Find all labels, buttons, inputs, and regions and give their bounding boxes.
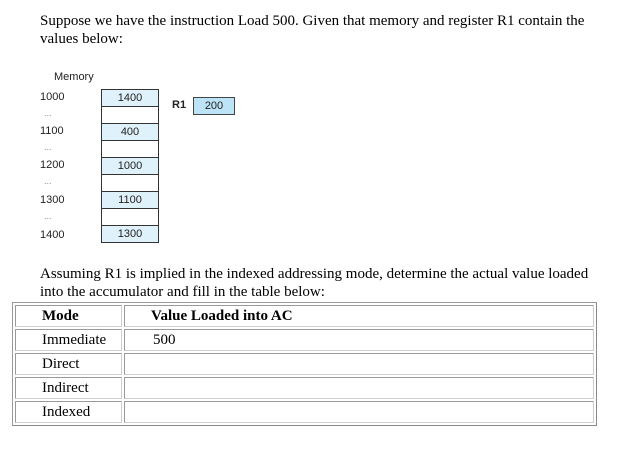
value-cell[interactable]: 500 [124, 329, 594, 351]
register-value: 200 [193, 97, 235, 115]
mode-cell: Indexed [15, 401, 122, 423]
memory-cell-empty [102, 209, 158, 226]
table-row [15, 401, 594, 423]
register-label: R1 [172, 99, 187, 111]
address-label: 1300 [40, 194, 65, 206]
memory-cell-empty [102, 141, 158, 158]
mode-cell: Indirect [15, 377, 122, 399]
header-mode: Mode [15, 305, 122, 327]
addressing-modes-table [12, 302, 597, 426]
address-label: 1100 [40, 125, 64, 137]
address-label: 1200 [40, 159, 65, 171]
intro-paragraph: Suppose we have the instruction Load 500. Given that memory and register R1 contain the values below: [40, 13, 585, 47]
table-row [15, 329, 594, 351]
value-cell[interactable] [124, 377, 594, 399]
memory-cell: 1400 [102, 90, 158, 107]
value-cell[interactable] [124, 401, 594, 423]
table-header-row [15, 305, 594, 327]
table-row [15, 353, 594, 375]
memory-cell: 1300 [102, 226, 158, 243]
mode-cell: Immediate [15, 329, 122, 351]
ellipsis: ... [44, 142, 52, 152]
address-label: 1400 [40, 229, 65, 241]
memory-cell: 400 [102, 124, 158, 141]
ellipsis: ... [44, 211, 52, 221]
question-paragraph: Assuming R1 is implied in the indexed addressing mode, determine the actual value loaded into the accumulator and fill in the table below: [40, 266, 589, 300]
header-value: Value Loaded into AC [124, 305, 594, 327]
memory-cell: 1100 [102, 192, 158, 209]
memory-title: Memory [54, 71, 94, 83]
mode-cell: Direct [15, 353, 122, 375]
memory-cell: 1000 [102, 158, 158, 175]
memory-cell-empty [102, 175, 158, 192]
table-row [15, 377, 594, 399]
address-label: 1000 [40, 91, 65, 103]
ellipsis: ... [44, 108, 52, 118]
memory-cell-empty [102, 107, 158, 124]
value-cell[interactable] [124, 353, 594, 375]
memory-box [101, 89, 159, 243]
ellipsis: ... [44, 176, 52, 186]
